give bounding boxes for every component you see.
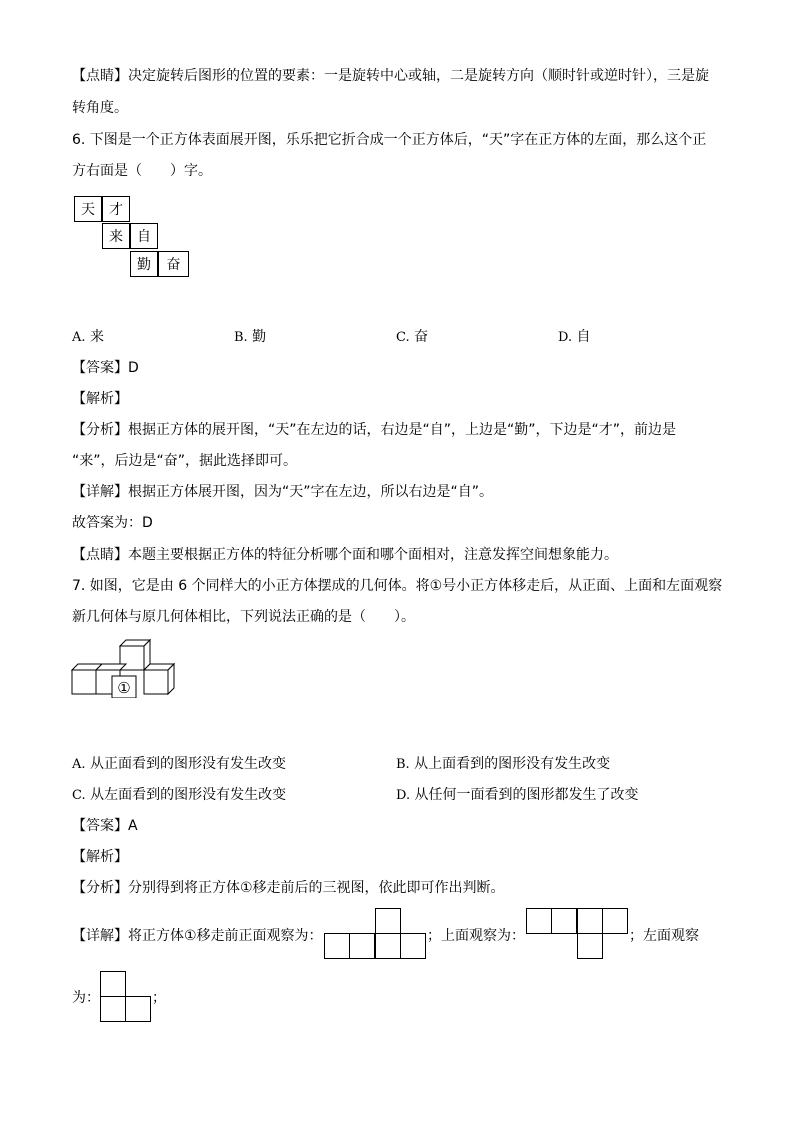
q7-detail-left-label: ；左面观察 [629, 928, 699, 944]
cube-label: ① [117, 679, 131, 697]
q6-option-d: D. 自 [558, 329, 591, 345]
q6-analysis-line1: 【分析】根据正方体的展开图，“天”在左边的话，右边是“自”，上边是“勤”，下边是“才”，前边是 [72, 422, 677, 438]
q7-analysis-heading: 【解析】 [72, 849, 128, 865]
q7-option-c: C. 从左面看到的图形没有发生改变 [72, 787, 287, 803]
net-cell-zi: 自 [130, 223, 158, 249]
q6-option-a: A. 来 [72, 329, 104, 345]
note-5-line2: 转角度。 [72, 100, 128, 116]
q6-analysis-line2: “来”，后边是“奋”，据此选择即可。 [72, 453, 298, 469]
q7-option-b: B. 从上面看到的图形没有发生改变 [396, 756, 611, 772]
q6-conclusion: 故答案为：D [72, 515, 153, 531]
q6-option-c: C. 奋 [396, 329, 429, 345]
cube-stack-figure [70, 636, 180, 698]
q6-stem-line1: 6. 下图是一个正方体表面展开图，乐乐把它折合成一个正方体后，“天”字在正方体的左面，那么这个正 [72, 132, 707, 148]
q7-answer: 【答案】A [72, 818, 138, 834]
q7-option-a: A. 从正面看到的图形没有发生改变 [72, 756, 286, 772]
q7-detail-end: ； [152, 990, 166, 1006]
net-cell-fen: 奋 [158, 251, 189, 277]
q7-detail-front-label: 【详解】将正方体①移走前正面观察为： [72, 928, 323, 944]
q7-analysis: 【分析】分别得到将正方体①移走前后的三视图，依此即可作出判断。 [72, 880, 505, 896]
q7-detail-left-prefix: 为： [72, 990, 100, 1006]
q6-analysis-heading: 【解析】 [72, 391, 128, 407]
note-5-line1: 【点睛】决定旋转后图形的位置的要素：一是旋转中心或轴，二是旋转方向（顺时针或逆时针），三是旋 [72, 68, 709, 84]
net-cell-cai: 才 [102, 196, 130, 222]
q6-stem-line2: 方右面是（ ）字。 [72, 163, 212, 179]
q6-answer: 【答案】D [72, 360, 139, 376]
q7-stem-line1: 7. 如图，它是由 6 个同样大的小正方体摆成的几何体。将①号小正方体移走后，从正面、上面和左面观察 [72, 578, 723, 594]
q7-option-d: D. 从任何一面看到的图形都发生了改变 [396, 787, 639, 803]
net-cell-tian: 天 [74, 196, 102, 222]
q6-note: 【点睛】本题主要根据正方体的特征分析哪个面和哪个面相对，注意发挥空间想象能力。 [72, 547, 618, 563]
q7-stem-line2: 新几何体与原几何体相比，下列说法正确的是（ ）。 [72, 609, 415, 625]
q7-detail-top-label: ；上面观察为： [427, 928, 525, 944]
net-cell-lai: 来 [102, 223, 130, 249]
net-cell-qin: 勤 [130, 251, 158, 277]
q6-detail: 【详解】根据正方体展开图，因为“天”字在左边，所以右边是“自”。 [72, 484, 494, 500]
q6-option-b: B. 勤 [234, 329, 267, 345]
